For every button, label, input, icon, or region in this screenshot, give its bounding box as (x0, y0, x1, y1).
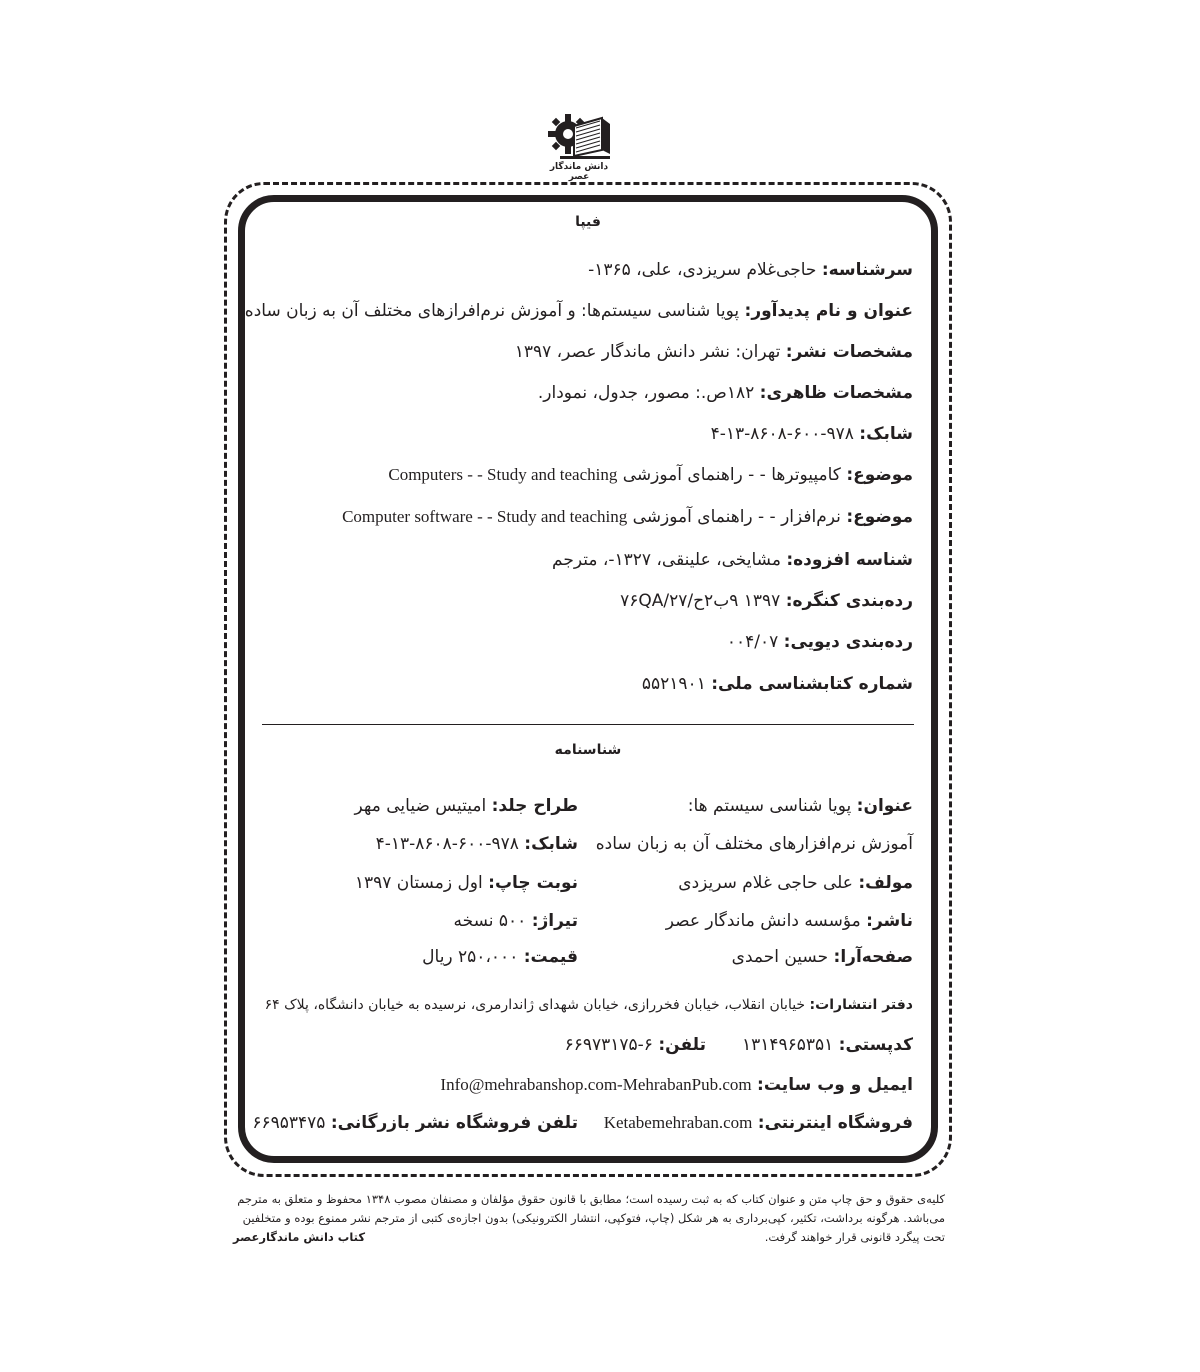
postal-label: کدپستی: (838, 1035, 913, 1055)
fipa-label: مشخصات ظاهری: (759, 383, 913, 403)
isbn-label: شابک: (524, 834, 578, 854)
postal-code (742, 1035, 913, 1055)
fipa-row-main-entry (588, 260, 913, 280)
fipa-row-publication (515, 342, 913, 362)
isbn-value: ۹۷۸-۶۰۰-۸۶۰۸-۱۳-۴ (375, 834, 519, 854)
title-line2: آموزش نرم‌افزارهای مختلف آن به زبان ساده (595, 834, 913, 854)
author-value: علی حاجی غلام سریزدی (678, 873, 853, 893)
section-divider (262, 724, 914, 725)
publisher-logo (540, 110, 618, 182)
fipa-value: حاجی‌غلام سریزدی، علی، ۱۳۶۵- (588, 260, 817, 280)
fipa-row-added-entry (552, 550, 913, 570)
book-isbn (376, 834, 578, 854)
fipa-value: ۱۸۲ص.: مصور، جدول، نمودار. (537, 383, 755, 403)
fipa-value: ۵۵۲۱۹۰۱ (641, 674, 706, 694)
fipa-row-title (245, 301, 913, 321)
fipa-value-en: Computers - - Study and teaching (388, 465, 618, 484)
title-value: پویا شناسی سیستم ها: (687, 796, 852, 816)
copyright-signature: کتاب دانش ماندگارعصر (233, 1230, 366, 1244)
fipa-value: ۹۷۸-۶۰۰-۸۶۰۸-۱۳-۴ (710, 424, 854, 444)
fipa-label: رده‌بندی کنگره: (785, 591, 913, 611)
online-shop (604, 1113, 913, 1133)
fipa-value: مشایخی، علینقی، ۱۳۲۷-، مترجم (552, 550, 781, 570)
edition-value: اول زمستان ۱۳۹۷ (354, 873, 483, 893)
shop-phone-value: ۶۶۹۵۳۴۷۵ (252, 1113, 326, 1133)
shop-phone-label: تلفن فروشگاه نشر بازرگانی: (330, 1113, 578, 1133)
fipa-row-lc-class (620, 591, 913, 611)
fipa-row-subject-1 (388, 465, 913, 485)
fipa-row-subject-2 (342, 507, 913, 527)
fipa-label: رده‌بندی دیویی: (783, 632, 913, 652)
fipa-row-physical (538, 383, 913, 403)
office-value: خیابان انقلاب، خیابان فخررازی، خیابان شهدای ژاندارمری، نرسیده به خیابان دانشگاه، پلاک ۶۴ (264, 997, 806, 1013)
office-address (265, 997, 913, 1013)
copyright-notice (233, 1190, 945, 1247)
book-subtitle (596, 834, 913, 854)
fipa-label: سرشناسه: (821, 260, 913, 280)
shop-label: فروشگاه اینترنتی: (757, 1113, 913, 1133)
phone (565, 1035, 706, 1055)
fipa-label: مشخصات نشر: (785, 342, 913, 362)
email-website (440, 1075, 913, 1095)
fipa-label: موضوع: (846, 465, 913, 485)
fipa-label: موضوع: (846, 507, 913, 527)
web-label: ایمیل و وب سایت: (757, 1075, 913, 1095)
shenasnameh-heading: شناسنامه (554, 742, 622, 758)
fipa-label: شابک: (859, 424, 913, 444)
fipa-row-dewey (727, 632, 913, 652)
layout-value: حسین احمدی (731, 947, 829, 967)
postal-value: ۱۳۱۴۹۶۵۳۵۱ (741, 1035, 834, 1055)
price-label: قیمت: (523, 947, 578, 967)
phone-value: ۶-۶۶۹۷۳۱۷۵ (564, 1035, 653, 1055)
book-title (688, 796, 913, 816)
publisher-value: مؤسسه دانش ماندگار عصر (665, 911, 861, 931)
fipa-value: ۰۰۴/۰۷ (726, 632, 779, 652)
office-label: دفتر انتشارات: (809, 997, 913, 1013)
copyright-line-1: کلیه‌ی حقوق و حق چاپ متن و عنوان کتاب که به ثبت رسیده است؛ مطابق با قانون حقوق مؤلفان و مصنفان مصوب ۱۳۴۸ محفوظ و متعلق به مترجم (237, 1192, 945, 1206)
book-circulation (453, 911, 578, 931)
edition-label: نوبت چاپ: (488, 873, 578, 893)
fipa-value: ۱۳۹۷ ۹ب۲ح/۷۶QA/۲۷ (620, 591, 781, 611)
book-layout (732, 947, 913, 967)
phone-label: تلفن: (658, 1035, 706, 1055)
copyright-line-3: تحت پیگرد قانونی قرار خواهند گرفت. (764, 1230, 945, 1244)
copyright-line-2: می‌باشد. هرگونه برداشت، تکثیر، کپی‌برداری به هر شکل (چاپ، فتوکپی، انتشار الکترونیکی) بدون اجازه‌ی کتبی از مترجم نشر ممنوع بوده و متخلفین (242, 1211, 945, 1225)
book-gear-logo-icon (540, 110, 618, 166)
fipa-row-isbn (711, 424, 913, 444)
book-publisher (666, 911, 913, 931)
book-cover-designer (355, 796, 578, 816)
fipa-value-en: Computer software - - Study and teaching (342, 507, 628, 526)
price-value: ۲۵۰،۰۰۰ ریال (422, 947, 519, 967)
shop-value[interactable]: Ketabemehraban.com (603, 1113, 753, 1132)
publisher-label: ناشر: (866, 911, 913, 931)
cover-label: طراح جلد: (491, 796, 578, 816)
title-label: عنوان: (856, 796, 913, 816)
layout-label: صفحه‌آرا: (833, 947, 913, 967)
fipa-label: عنوان و نام پدیدآور: (744, 301, 913, 321)
fipa-label: شناسه افزوده: (786, 550, 913, 570)
book-price (422, 947, 578, 967)
cover-value: امیتیس ضیایی مهر (354, 796, 487, 816)
fipa-row-national-number (642, 674, 913, 694)
fipa-heading: فیپا (575, 214, 601, 230)
fipa-value: پویا شناسی سیستم‌ها: و آموزش نرم‌افرازهای مختلف آن به زبان ساده (244, 301, 740, 321)
circulation-value: ۵۰۰ نسخه (453, 911, 527, 931)
circulation-label: تیراژ: (531, 911, 578, 931)
author-label: مولف: (858, 873, 913, 893)
fipa-value: نرم‌افزار - - راهنمای آموزشی (632, 507, 841, 527)
fipa-value: کامپیوترها - - راهنمای آموزشی (622, 465, 841, 485)
web-value[interactable]: Info@mehrabanshop.com-MehrabanPub.com (440, 1075, 752, 1094)
book-edition (355, 873, 578, 893)
book-author (678, 873, 913, 893)
fipa-value: تهران: نشر دانش ماندگار عصر، ۱۳۹۷ (514, 342, 781, 362)
shop-phone (252, 1113, 578, 1133)
fipa-label: شماره کتابشناسی ملی: (711, 674, 913, 694)
logo-text: دانش ماندگار عصر (549, 162, 609, 182)
